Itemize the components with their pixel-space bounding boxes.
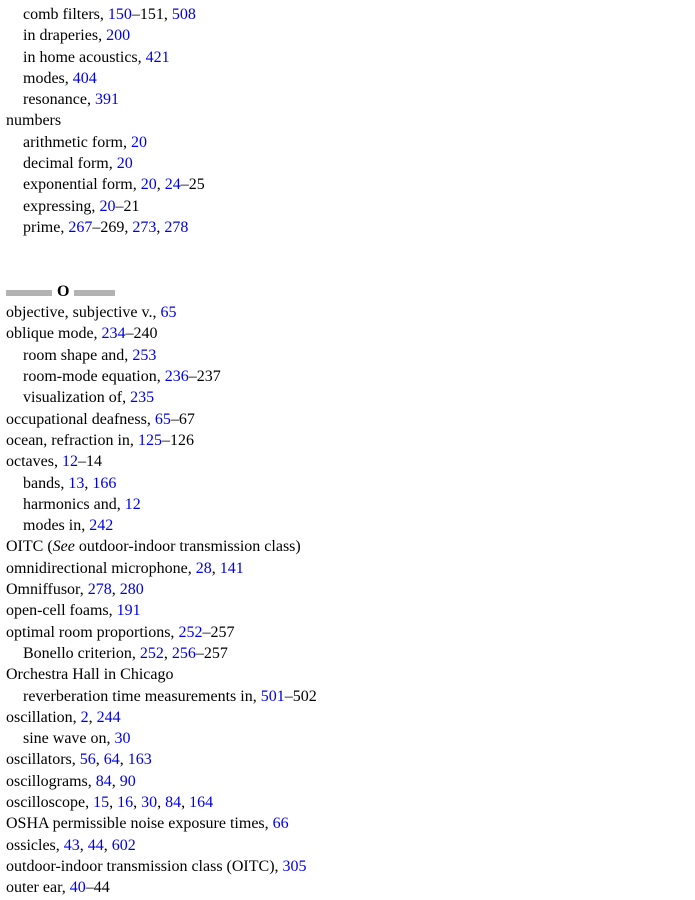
entry-text: modes in, — [23, 517, 90, 535]
page-link[interactable]: 391 — [94, 91, 119, 109]
index-subentry — [6, 494, 686, 515]
index-entry — [6, 707, 686, 728]
index-entry — [6, 813, 686, 834]
entry-text: numbers — [6, 112, 62, 130]
index-list-numbers — [6, 4, 686, 238]
page-link[interactable]: 252 — [139, 644, 164, 662]
entry-text: Orchestra Hall in Chicago — [6, 666, 174, 684]
entry-text: Omniffusor, — [6, 581, 88, 599]
page-link[interactable]: 12 — [61, 453, 78, 471]
page-link[interactable]: 164 — [189, 793, 214, 811]
page-link[interactable]: 90 — [119, 772, 136, 790]
page-link[interactable]: 236 — [164, 368, 189, 386]
entry-text: in home acoustics, — [23, 48, 146, 66]
page-link[interactable]: 28 — [195, 559, 212, 577]
entry-text: –151, — [131, 6, 172, 23]
entry-text: , — [119, 751, 128, 769]
page-link[interactable]: 163 — [127, 751, 152, 769]
index-subentry — [6, 643, 686, 664]
page-link[interactable]: 20 — [116, 155, 133, 173]
page-link[interactable]: 278 — [164, 218, 189, 236]
index-subentry — [6, 25, 686, 46]
page-link[interactable]: 305 — [282, 857, 307, 875]
entry-text: , — [157, 793, 166, 811]
entry-text: –257 — [195, 644, 228, 662]
page-link[interactable]: 20 — [130, 133, 147, 151]
entry-text: outdoor-indoor transmission class (OITC), — [6, 857, 283, 875]
page-link[interactable]: 273 — [132, 218, 157, 236]
page-link[interactable]: 256 — [171, 644, 196, 662]
index-subentry — [6, 68, 686, 89]
entry-text: –269, — [92, 218, 133, 236]
index-entry — [6, 771, 686, 792]
entry-text: , — [95, 751, 104, 769]
entry-text: –237 — [188, 368, 221, 386]
section-bar-left — [6, 290, 52, 296]
entry-text: oscilloscope, — [6, 793, 94, 811]
entry-text: in draperies, — [23, 27, 107, 45]
entry-text: –44 — [85, 879, 110, 897]
index-subentry — [6, 132, 686, 153]
entry-text: , — [103, 836, 112, 854]
index-subentry — [6, 174, 686, 195]
entry-text: optimal room proportions, — [6, 623, 179, 641]
entry-text: , — [156, 176, 165, 194]
entry-text: exponential form, — [23, 176, 141, 194]
entry-text: –502 — [284, 687, 317, 705]
entry-text: omnidirectional microphone, — [6, 559, 196, 577]
index-subentry — [6, 89, 686, 110]
page-link[interactable]: 66 — [272, 815, 289, 833]
entry-text: comb filters, — [23, 6, 108, 23]
page-link[interactable]: 235 — [130, 389, 155, 407]
index-list-o — [6, 302, 686, 898]
page-link[interactable]: 40 — [69, 879, 86, 897]
page-link[interactable]: 13 — [68, 474, 85, 492]
entry-text: objective, subjective v., — [6, 304, 161, 322]
index-subentry — [6, 47, 686, 68]
index-subentry — [6, 387, 686, 408]
section-header-o — [6, 281, 686, 302]
entry-text: sine wave on, — [23, 730, 115, 748]
entry-text: ocean, refraction in, — [6, 431, 138, 449]
entry-text: , — [109, 793, 118, 811]
index-entry — [6, 409, 686, 430]
page-link[interactable]: 43 — [63, 836, 80, 854]
entry-text: , — [84, 474, 93, 492]
page-link[interactable]: 234 — [101, 325, 126, 343]
index-subentry — [6, 728, 686, 749]
entry-text: oscillograms, — [6, 772, 96, 790]
index-entry — [6, 558, 686, 579]
entry-text: –126 — [161, 431, 194, 449]
page-link[interactable]: 2 — [80, 708, 89, 726]
entry-text: decimal form, — [23, 155, 117, 173]
index-entry — [6, 792, 686, 813]
entry-text: expressing, — [23, 197, 100, 215]
page-link[interactable]: 12 — [124, 495, 141, 513]
page-link[interactable]: 267 — [68, 218, 93, 236]
entry-text: oblique mode, — [6, 325, 102, 343]
index-entry — [6, 856, 686, 877]
entry-text: , — [133, 793, 142, 811]
page-link[interactable]: 84 — [165, 793, 182, 811]
page-link[interactable]: 141 — [219, 559, 244, 577]
entry-text: room-mode equation, — [23, 368, 165, 386]
index-entry — [6, 600, 686, 621]
index-entry — [6, 536, 686, 557]
index-subentry — [6, 4, 686, 25]
page-link[interactable]: 56 — [79, 751, 96, 769]
page-link[interactable]: 278 — [87, 581, 112, 599]
page-link[interactable]: 44 — [87, 836, 104, 854]
index-subentry — [6, 686, 686, 707]
page-link[interactable]: 244 — [96, 708, 121, 726]
entry-text: , — [79, 836, 88, 854]
entry-text: modes, — [23, 69, 73, 87]
index-subentry — [6, 217, 686, 238]
page-link[interactable]: 24 — [164, 176, 181, 194]
index-entry — [6, 430, 686, 451]
entry-text: , — [111, 581, 120, 599]
entry-text: oscillators, — [6, 751, 80, 769]
page-link[interactable]: 253 — [132, 346, 157, 364]
page-link[interactable]: 166 — [92, 474, 117, 492]
entry-text: oscillation, — [6, 708, 81, 726]
page-link[interactable]: 125 — [137, 431, 162, 449]
index-entry — [6, 622, 686, 643]
index-subentry — [6, 153, 686, 174]
page-link[interactable]: 20 — [140, 176, 157, 194]
entry-text: ossicles, — [6, 836, 64, 854]
entry-text: octaves, — [6, 453, 62, 471]
index-entry — [6, 302, 686, 323]
index-entry — [6, 323, 686, 344]
entry-text: –257 — [202, 623, 235, 641]
entry-text: –21 — [115, 197, 140, 215]
index-subentry — [6, 196, 686, 217]
page-link[interactable]: 421 — [145, 48, 170, 66]
page-link[interactable]: 65 — [154, 410, 171, 428]
entry-text: prime, — [23, 218, 69, 236]
entry-text: open-cell foams, — [6, 602, 117, 620]
index-subentry — [6, 473, 686, 494]
entry-text: –67 — [170, 410, 195, 428]
index-entry — [6, 110, 686, 131]
page-link[interactable]: 602 — [111, 836, 136, 854]
entry-text: –14 — [77, 453, 102, 471]
page-link[interactable]: 150 — [107, 6, 132, 23]
page-link[interactable]: 20 — [99, 197, 116, 215]
page-link[interactable]: 84 — [95, 772, 112, 790]
entry-text: , — [156, 218, 165, 236]
page-link[interactable]: 65 — [160, 304, 177, 322]
entry-text: outdoor-indoor transmission class) — [74, 538, 301, 556]
page-link[interactable]: 64 — [103, 751, 120, 769]
entry-text: , — [181, 793, 190, 811]
entry-text: harmonics and, — [23, 495, 125, 513]
see-reference-text: See — [52, 538, 75, 556]
index-subentry — [6, 345, 686, 366]
index-entry — [6, 451, 686, 472]
page-link[interactable]: 252 — [178, 623, 203, 641]
page-link[interactable]: 30 — [141, 793, 158, 811]
page-link[interactable]: 191 — [116, 602, 141, 620]
index-page — [6, 4, 686, 898]
entry-text: Bonello criterion, — [23, 644, 140, 662]
section-bar-right — [74, 290, 115, 296]
entry-text: room shape and, — [23, 346, 133, 364]
page-link[interactable]: 30 — [114, 730, 131, 748]
index-subentry — [6, 515, 686, 536]
entry-text: , — [111, 772, 120, 790]
page-link[interactable]: 200 — [106, 27, 131, 45]
section-letter: O — [57, 282, 70, 300]
page-link[interactable]: 501 — [260, 687, 285, 705]
entry-text: , — [88, 708, 97, 726]
entry-text: arithmetic form, — [23, 133, 131, 151]
index-entry — [6, 877, 686, 898]
index-entry — [6, 664, 686, 685]
index-entry — [6, 835, 686, 856]
entry-text: visualization of, — [23, 389, 131, 407]
entry-text: OSHA permissible noise exposure times, — [6, 815, 273, 833]
entry-text: reverberation time measurements in, — [23, 687, 261, 705]
page-link[interactable]: 280 — [119, 581, 144, 599]
entry-text: , — [163, 644, 172, 662]
page-link[interactable]: 15 — [93, 793, 110, 811]
entry-text: bands, — [23, 474, 69, 492]
page-link[interactable]: 508 — [171, 6, 196, 23]
index-entry — [6, 579, 686, 600]
entry-text: –25 — [180, 176, 205, 194]
entry-text: outer ear, — [6, 879, 70, 897]
page-link[interactable]: 16 — [117, 793, 134, 811]
entry-text: occupational deafness, — [6, 410, 155, 428]
entry-text: , — [211, 559, 220, 577]
page-link[interactable]: 404 — [72, 69, 97, 87]
entry-text: resonance, — [23, 91, 95, 109]
entry-text: –240 — [125, 325, 158, 343]
section-gap — [6, 238, 686, 281]
page-link[interactable]: 242 — [89, 517, 114, 535]
entry-text: OITC ( — [6, 538, 53, 556]
index-entry — [6, 749, 686, 770]
index-subentry — [6, 366, 686, 387]
